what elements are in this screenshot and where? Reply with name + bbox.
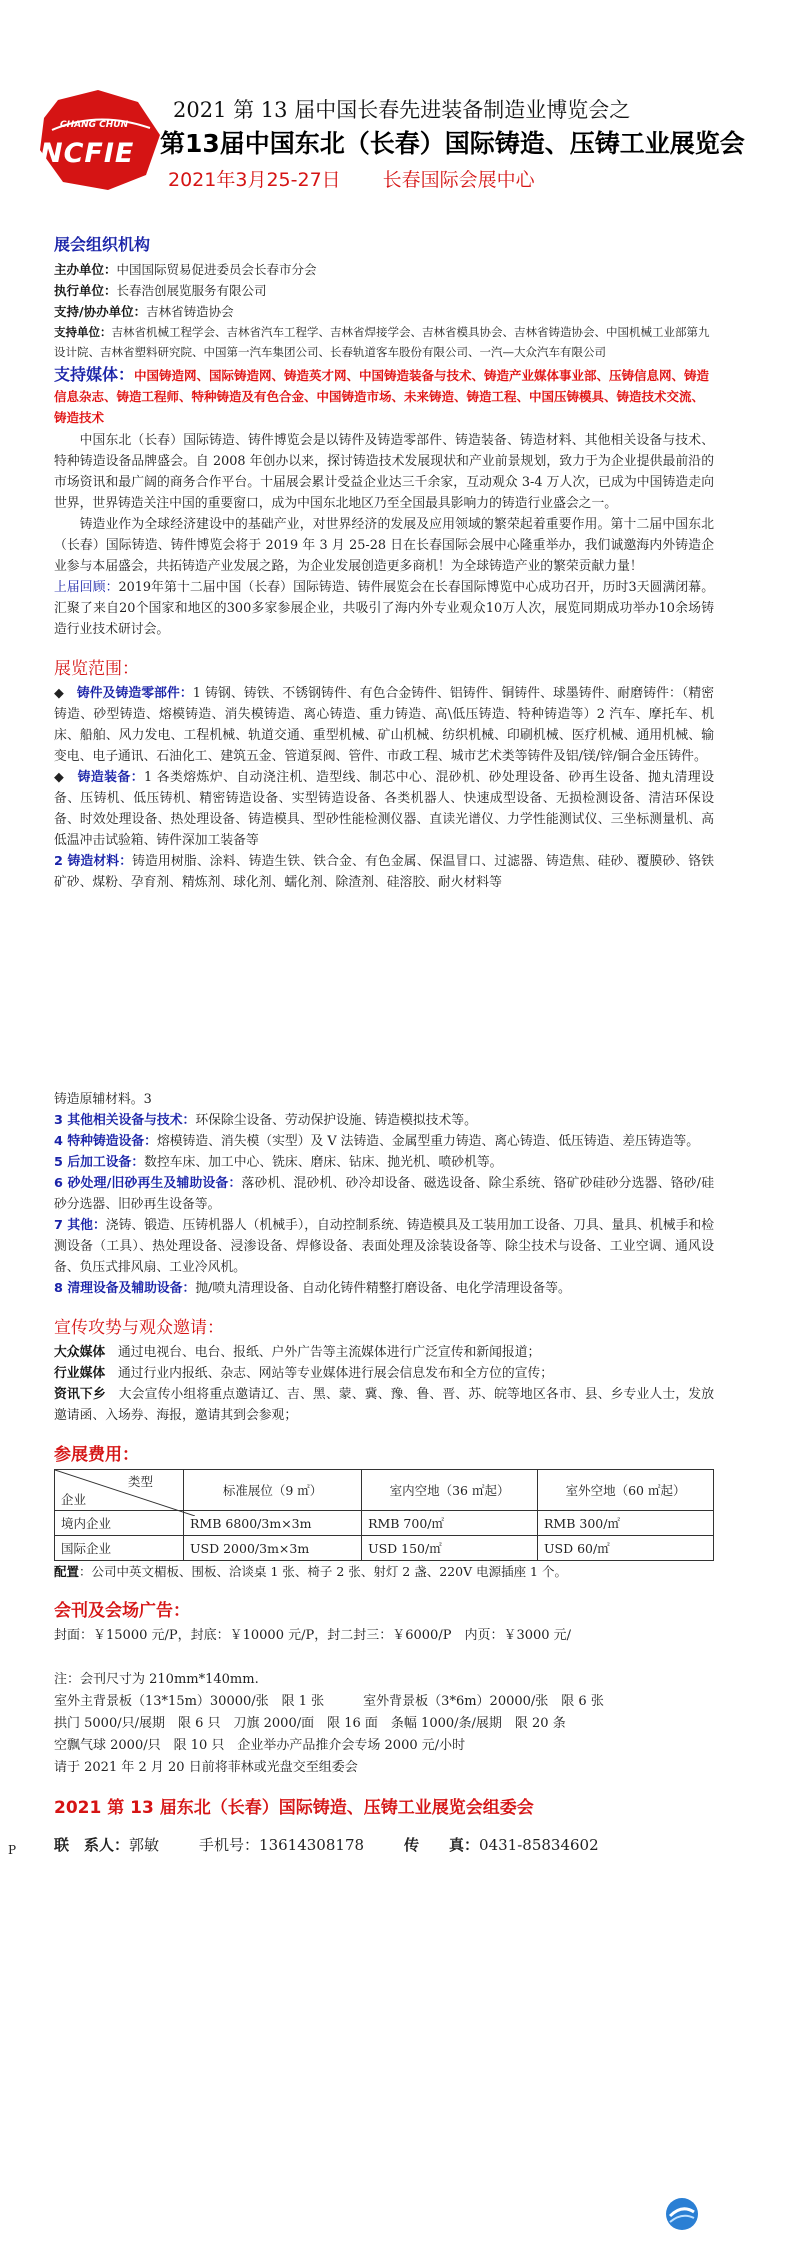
org-row-executor	[54, 280, 714, 301]
ads-title: 会刊及会场广告：	[54, 1601, 190, 1621]
table-corner-cell	[55, 1470, 184, 1511]
scope-item-label: 5 后加工设备：	[54, 1155, 145, 1170]
scope-item-text: 铸造用树脂、涂料、铸造生铁、铁合金、有色金属、保温冒口、过滤器、铸造焦、硅砂、覆膜砂、铬铁矿砂、煤粉、孕育剂、精炼剂、球化剂、蠕化剂、除渣剂、硅溶胶、耐火材料等	[54, 854, 715, 890]
ads-line: 空飘气球 2000/只 限 10 只 企业举办产品推介会专场 2000 元/小时	[54, 1738, 466, 1753]
table-cell: USD 60/㎡	[538, 1536, 714, 1561]
fax-number: 0431-85834602	[479, 1836, 599, 1854]
review-label: 上届回顾：	[54, 580, 119, 595]
fees-table	[54, 1469, 714, 1561]
org-value: 吉林省铸造协会	[146, 304, 234, 319]
support-media	[54, 364, 714, 428]
table-header-row	[55, 1470, 714, 1511]
scope-item-label: 铸件及铸造零部件：	[76, 686, 193, 701]
scope-item-label: 6 砂处理/旧砂再生及辅助设备：	[54, 1176, 242, 1191]
promo-title: 宣传攻势与观众邀请：	[54, 1318, 224, 1338]
fees-title: 参展费用：	[54, 1445, 139, 1465]
org-row-co-organizer	[54, 301, 714, 322]
fees-note-text: ：公司中英文楣板、围板、洽谈桌 1 张、椅子 2 张、射灯 2 盏、220V 电源插座 1 个。	[79, 1564, 567, 1579]
scope-item-text: 1 铸钢、铸铁、不锈钢铸件、有色合金铸件、铝铸件、铜铸件、球墨铸件、耐磨铸件：（精密铸造、砂型铸造、熔模铸造、消失模铸造、离心铸造、重力铸造、高\低压铸造、特种铸造等）2 汽车、摩托车、机床、船舶、风力发电、工程机械、轨道交通、重型机械、矿山机械、纺织机械、印刷机械、医疗机械、通用机械、输变电、电子通讯、石油化工、建筑五金、管道泵阀、管件、市政工程、城市艺术类等铸件及铝/镁/锌/铜合金压铸件。	[54, 686, 715, 764]
table-header: 室外空地（60 ㎡起）	[538, 1470, 714, 1511]
scope-title: 展览范围：	[54, 659, 139, 679]
table-cell: USD 150/㎡	[362, 1536, 538, 1561]
scope-item-label: 3 其他相关设备与技术：	[54, 1113, 196, 1128]
scope-item-label: 2 铸造材料：	[54, 854, 133, 869]
table-cell: RMB 700/㎡	[362, 1511, 538, 1536]
scope-item-text: 落砂机、混砂机、砂冷却设备、磁选设备、除尘系统、铬矿砂硅砂分选器、铬砂/硅砂分选器、旧砂再生设备等。	[54, 1176, 714, 1212]
fees-note-label: 配置	[54, 1564, 80, 1579]
promo-row	[54, 1363, 714, 1384]
table-row	[55, 1536, 714, 1561]
header	[38, 90, 758, 195]
scope-item-label: 7 其他：	[54, 1218, 106, 1233]
corner-bottom-label: 企业	[61, 1492, 87, 1507]
support-media-label: 支持媒体：	[54, 365, 135, 384]
contact-line	[54, 1833, 714, 1857]
watermark-logo-icon	[664, 2196, 700, 2232]
promo-text: 通过电视台、电台、报纸、户外广告等主流媒体进行广泛宣传和新闻报道；	[117, 1345, 541, 1360]
phone-number[interactable]: 13614308178	[259, 1836, 365, 1854]
org-row-support	[54, 322, 714, 362]
bullet: ◆	[54, 770, 65, 785]
promo-label: 资讯下乡	[54, 1387, 106, 1402]
promo-label: 大众媒体	[54, 1345, 106, 1360]
promo-row	[54, 1342, 714, 1363]
support-media-list: 中国铸造网、国际铸造网、铸造英才网、中国铸造装备与技术、铸造产业媒体事业部、压铸信息网、铸造信息杂志、铸造工程师、特种铸造及有色合金、中国铸造市场、未来铸造、铸造工程、中国压铸模具、铸造技术交流、铸造技术	[54, 368, 710, 425]
scope-item	[54, 1215, 714, 1278]
org-value: 吉林省机械工程学会、吉林省汽车工程学、吉林省焊接学会、吉林省模具协会、吉林省铸造协会、中国机械工业部第九设计院、吉林省塑料研究院、中国第一汽车集团公司、长春轨道客车股份有限公司、一汽—大众汽车有限公司	[54, 325, 710, 359]
scope-item	[54, 683, 714, 767]
scope-continued: 铸造原辅材料。3	[54, 1092, 152, 1107]
promo-label: 行业媒体	[54, 1366, 106, 1381]
scope-item-text: 抛/喷丸清理设备、自动化铸件精整打磨设备、电化学清理设备等。	[195, 1281, 571, 1296]
logo-text: NCFIE	[40, 138, 135, 169]
fax-label: 传 真：	[404, 1836, 480, 1854]
intro-paragraph-1: 中国东北（长春）国际铸造、铸件博览会是以铸件及铸造零部件、铸造装备、铸造材料、其他相关设备与技术、特种铸造设备品牌盛会。自 2008 年创办以来，探讨铸造技术发展现状和产业前景规划，致力于为企业提供最前沿的市场资讯和最广阔的商务合作平台。十届展会累计受益企业达三千余家，互动观众 3-4 万人次，已成为中国铸造走向世界，世界铸造关注中国的重要窗口，成为中国东北地区乃至全国最具影响力的铸造行业盛会之一。	[54, 433, 714, 511]
main-content	[54, 232, 714, 1872]
scope-item-text: 1 各类熔炼炉、自动浇注机、造型线、制芯中心、混砂机、砂处理设备、砂再生设备、抛丸清理设备、压铸机、低压铸机、精密铸造设备、实型铸造设备、各类机器人、快速成型设备、无损检测设备、清洁环保设备、时效处理设备、热处理设备、铸造模具、型砂性能检测仪器、直读光谱仪、力学性能测试仪、三坐标测量机、高低温冲击试验箱、铸件深加工装备等	[54, 770, 714, 848]
table-header: 标准展位（9 ㎡）	[184, 1470, 362, 1511]
table-header: 室内空地（36 ㎡起）	[362, 1470, 538, 1511]
contact-label: 联 系人：	[54, 1836, 130, 1854]
table-cell: RMB 300/㎡	[538, 1511, 714, 1536]
contact-name: 郭敏	[129, 1836, 160, 1854]
scope-item	[54, 1110, 714, 1131]
ncfie-logo	[38, 90, 163, 190]
fees-note	[54, 1561, 714, 1582]
scope-item	[54, 851, 714, 893]
footer-title: 2021 第 13 届东北（长春）国际铸造、压铸工业展览会组委会	[54, 1798, 534, 1818]
scope-item	[54, 1131, 714, 1152]
scope-item-text: 数控车床、加工中心、铣床、磨床、钻床、抛光机、喷砂机等。	[144, 1155, 503, 1170]
ads-line: 注：会刊尺寸为 210mm*140mm.	[54, 1672, 259, 1687]
scope-item-label: 8 清理设备及辅助设备：	[54, 1281, 196, 1296]
scope-item-text: 浇铸、锻造、压铸机器人（机械手），自动控制系统、铸造模具及工装用加工设备、刀具、量具、机械手和检测设备（工具）、热处理设备、浸渗设备、焊修设备、表面处理及涂装设备等、除尘技术与设备、工业空调、通风设备、负压式排风扇、工业冷风机。	[54, 1218, 714, 1275]
intro-paragraph-2: 铸造业作为全球经济建设中的基础产业，对世界经济的发展及应用领域的繁荣起着重要作用。第十二届中国东北（长春）国际铸造、铸件博览会将于 2019 年 3 月 25-28 日在长春国际会展中心隆重举办，我们诚邀海内外铸造企业参与本届盛会，共拓铸造产业发展之路，为企业发展创造更多商机！为全球铸造产业的繁荣贡献力量！	[54, 517, 714, 574]
header-subtitle: 2021 第 13 届中国长春先进装备制造业博览会之	[173, 98, 631, 122]
scope-item	[54, 1152, 714, 1173]
org-label: 支持单位：	[54, 325, 112, 339]
scope-item-text: 熔模铸造、消失模（实型）及 V 法铸造、金属型重力铸造、离心铸造、低压铸造、差压铸造等。	[156, 1134, 699, 1149]
table-cell: USD 2000/3m×3m	[184, 1536, 362, 1561]
org-label: 主办单位：	[54, 262, 117, 277]
logo-arc-text: CHANG CHUN	[60, 120, 129, 130]
scope-item	[54, 1278, 714, 1299]
stray-text: P	[8, 1843, 17, 1857]
ads-line: 请于 2021 年 2 月 20 日前将菲林或光盘交至组委会	[54, 1760, 358, 1775]
table-cell: 国际企业	[55, 1536, 184, 1561]
ads-line: 室外主背景板（13*15m）30000/张 限 1 张 室外背景板（3*6m）20000/张 限 6 张	[54, 1694, 604, 1709]
scope-item	[54, 767, 714, 851]
date-venue	[168, 165, 535, 192]
scope-item-label: 4 特种铸造设备：	[54, 1134, 157, 1149]
ads-line: 封面：￥15000 元/P，封底：￥10000 元/P，封二封三：￥6000/P 内页：￥3000 元/	[54, 1628, 572, 1643]
review-paragraph	[54, 577, 714, 640]
bullet: ◆	[54, 686, 64, 701]
promo-row	[54, 1384, 714, 1426]
event-venue: 长春国际会展中心	[382, 169, 535, 191]
event-date: 2021年3月25-27日	[168, 169, 341, 191]
org-value: 中国国际贸易促进委员会长春市分会	[116, 262, 317, 277]
org-value: 长春浩创展览服务有限公司	[116, 283, 267, 298]
org-label: 执行单位：	[54, 283, 117, 298]
scope-item-label: 铸造装备：	[77, 770, 145, 785]
org-row-host	[54, 259, 714, 280]
table-cell: RMB 6800/3m×3m	[184, 1511, 362, 1536]
org-label: 支持/协办单位：	[54, 304, 147, 319]
ads-line: 拱门 5000/只/展期 限 6 只 刀旗 2000/面 限 16 面 条幅 1000/条/展期 限 20 条	[54, 1716, 566, 1731]
page-title: 第13届中国东北（长春）国际铸造、压铸工业展览会	[160, 129, 745, 158]
phone-label: 手机号：	[199, 1836, 260, 1854]
review-text: 2019年第十二届中国（长春）国际铸造、铸件展览会在长春国际博览中心成功召开，历时3天圆满闭幕。汇聚了来自20个国家和地区的300多家参展企业，共吸引了海内外专业观众10万人次，展览同期成功举办10余场铸造行业技术研讨会。	[54, 580, 714, 637]
scope-item-text: 环保除尘设备、劳动保护设施、铸造模拟技术等。	[195, 1113, 477, 1128]
table-cell: 境内企业	[55, 1511, 184, 1536]
org-title: 展会组织机构	[54, 235, 151, 254]
corner-top-label: 类型	[127, 1474, 153, 1489]
promo-text: 通过行业内报纸、杂志、网站等专业媒体进行展会信息发布和全方位的宣传；	[117, 1366, 554, 1381]
promo-text: 大会宣传小组将重点邀请辽、吉、黑、蒙、冀、豫、鲁、晋、苏、皖等地区各市、县、乡专业人士，发放邀请函、入场券、海报，邀请其到会参观；	[54, 1387, 715, 1423]
scope-item	[54, 1173, 714, 1215]
